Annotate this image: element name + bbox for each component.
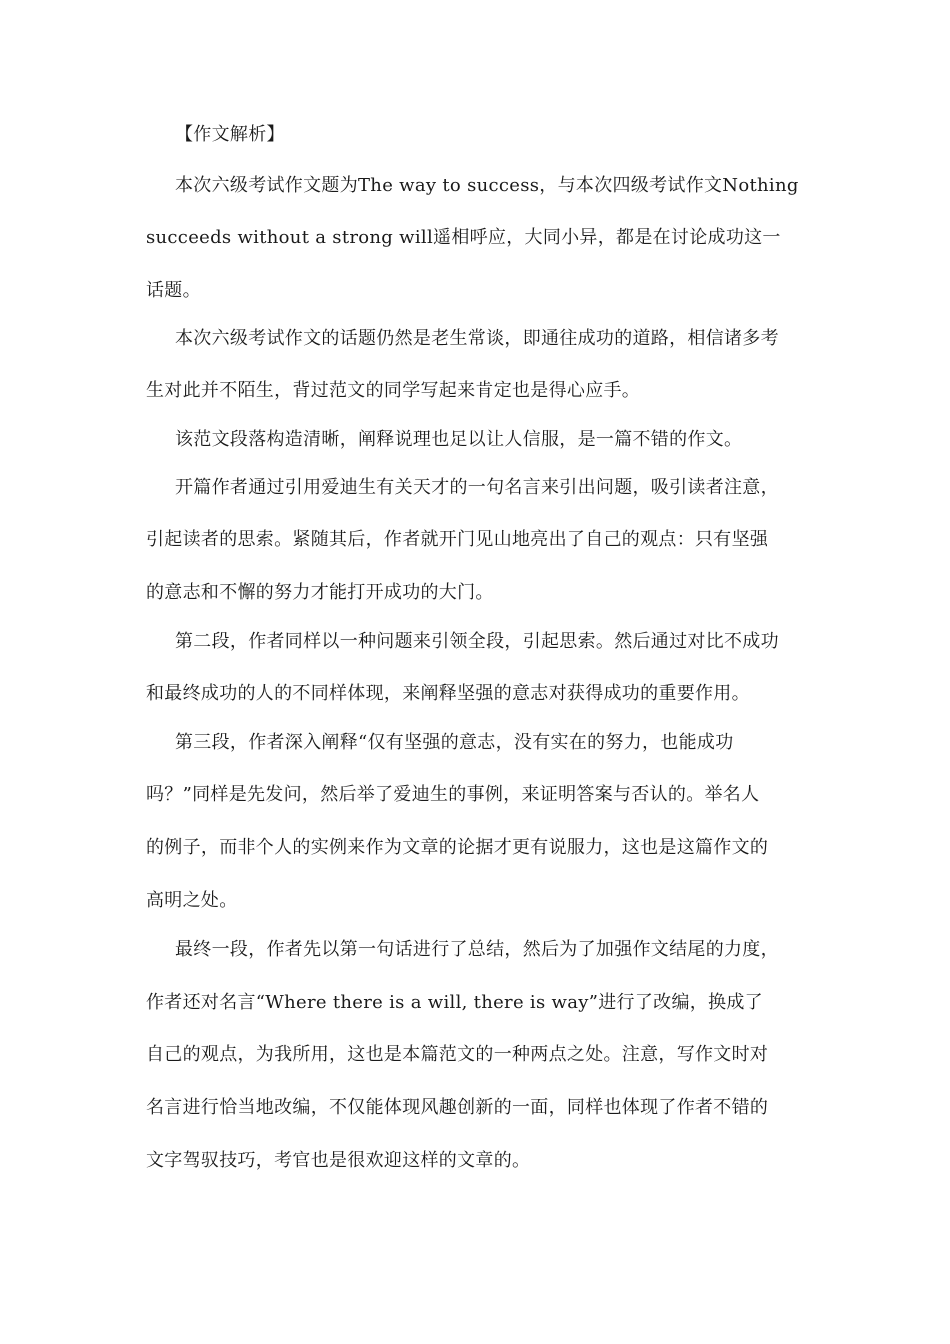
paragraph-5-line-1: 第二段，作者同样以一种问题来引领全段，引起思索。然后通过对比不成功: [175, 631, 779, 652]
paragraph-5-line-2: 和最终成功的人的不同样体现，来阐释坚强的意志对获得成功的重要作用。: [146, 683, 750, 704]
paragraph-1-line-3: 话题。: [146, 280, 201, 301]
paragraph-6-line-2: 吗？”同样是先发问，然后举了爱迪生的事例，来证明答案与否认的。举名人: [146, 784, 760, 805]
paragraph-6-line-1: 第三段，作者深入阐释“仅有坚强的意志，没有实在的努力，也能成功: [175, 732, 734, 753]
paragraph-7-line-3: 自己的观点，为我所用，这也是本篇范文的一种两点之处。注意，写作文时对: [146, 1044, 769, 1065]
paragraph-4-line-3: 的意志和不懈的努力才能打开成功的大门。: [146, 582, 494, 603]
paragraph-7-line-2: 作者还对名言“Where there is a will, there is way”进行了改编，换成了: [146, 992, 763, 1013]
paragraph-2-line-1: 本次六级考试作文的话题仍然是老生常谈，即通往成功的道路，相信诸多考: [175, 328, 779, 349]
section-heading: 【作文解析】: [175, 124, 285, 145]
paragraph-6-line-3: 的例子，而非个人的实例来作为文章的论据才更有说服力，这也是这篇作文的: [146, 837, 769, 858]
paragraph-3-line-1: 该范文段落构造清晰，阐释说理也足以让人信服，是一篇不错的作文。: [175, 429, 743, 450]
paragraph-7-line-5: 文字驾驭技巧，考官也是很欢迎这样的文章的。: [146, 1150, 531, 1171]
paragraph-4-line-2: 引起读者的思索。紧随其后，作者就开门见山地亮出了自己的观点：只有坚强: [146, 529, 769, 550]
paragraph-7-line-4: 名言进行恰当地改编，不仅能体现风趣创新的一面，同样也体现了作者不错的: [146, 1097, 769, 1118]
paragraph-2-line-2: 生对此并不陌生，背过范文的同学写起来肯定也是得心应手。: [146, 380, 641, 401]
paragraph-1-line-2: succeeds without a strong will遥相呼应，大同小异，都是在讨论成功这一: [146, 227, 781, 248]
paragraph-1-line-1: 本次六级考试作文题为The way to success，与本次四级考试作文Nothing: [175, 175, 799, 196]
paragraph-4-line-1: 开篇作者通过引用爱迪生有关天才的一句名言来引出问题，吸引读者注意，: [175, 477, 779, 498]
paragraph-7-line-1: 最终一段，作者先以第一句话进行了总结，然后为了加强作文结尾的力度，: [175, 939, 779, 960]
paragraph-6-line-4: 高明之处。: [146, 890, 238, 911]
